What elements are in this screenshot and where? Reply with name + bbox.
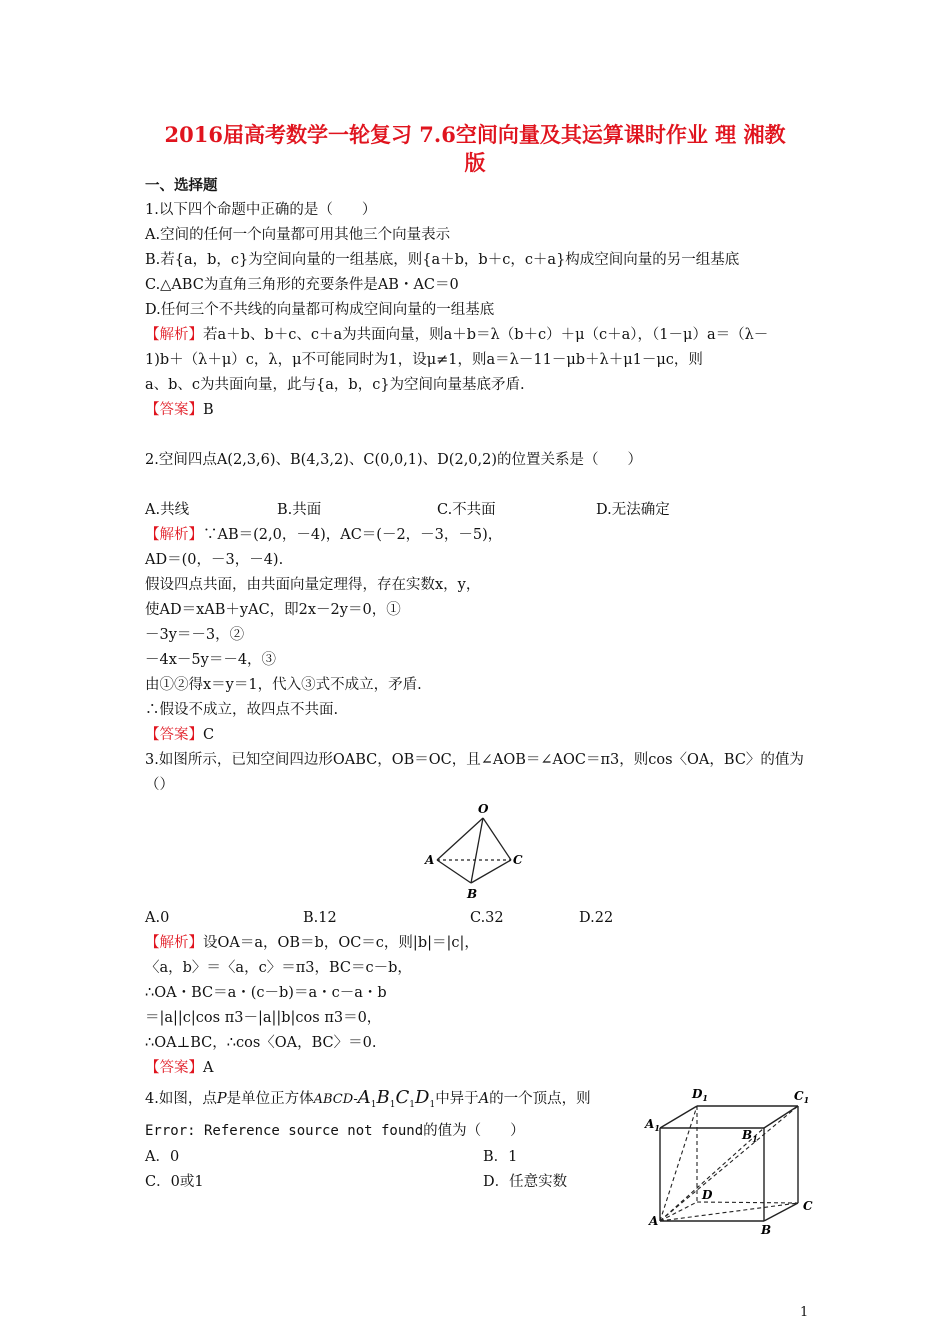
q4-stem-line-2-rest: 的值为（ ） (423, 1123, 525, 1139)
q4-sub-b: B (376, 1087, 390, 1108)
q4-stem-line-1 (145, 1088, 591, 1115)
q3-fig-label-b: B (467, 887, 478, 901)
q3-option-b: B.12 (303, 910, 337, 926)
q2-analysis-line-8: ∴假设不成立，故四点不共面. (145, 702, 339, 718)
q2-answer-value: C (203, 727, 215, 743)
page-number: 1 (800, 1305, 809, 1320)
q2-analysis-line-5: －3y＝－3，② (145, 627, 245, 643)
q3-fig-label-o: O (478, 802, 489, 816)
q4-stem-line-2 (145, 1121, 525, 1141)
q3-analysis-line-2: 〈a，b〉＝〈a，c〉＝π3，BC＝c－b， (145, 960, 412, 976)
answer-tag: 【答案】 (145, 402, 203, 418)
q3-fig-label-a: A (425, 853, 435, 867)
q4-fig-label-c: C (803, 1199, 813, 1213)
q3-stem-line-1: 3.如图所示，已知空间四边形OABC，OB＝OC，且∠AOB＝∠AOC＝π3，则cos〈OA，BC〉的值为 (145, 752, 804, 768)
q4-sub-1c: 1 (409, 1099, 416, 1110)
q1-analysis-line-1 (145, 325, 768, 345)
q4-cube-name: ABCD- (313, 1092, 358, 1107)
analysis-tag: 【解析】 (145, 527, 203, 543)
section-heading: 一、选择题 (145, 177, 218, 194)
title-line-2: 版 (464, 150, 486, 175)
q3-stem-line-2: （） (145, 777, 174, 793)
q3-analysis-line-3: ∴OA・BC＝a・(c－b)＝a・c－a・b (145, 985, 387, 1001)
q2-stem: 2.空间四点A(2,3,6)、B(4,3,2)、C(0,0,1)、D(2,0,2)的位置关系是（ ） (145, 452, 643, 468)
q2-analysis-line-1 (145, 525, 502, 545)
q4-fig-label-a1: $A_1$ (645, 1117, 660, 1133)
q4-fig-label-d1: $D_1$ (692, 1087, 708, 1103)
q3-option-d: D.22 (579, 910, 614, 926)
q4-sub-1a: 1 (370, 1099, 377, 1110)
q4-stem-part-b: 是单位正方体 (226, 1091, 314, 1107)
q3-fig-label-c: C (513, 853, 523, 867)
q3-option-c: C.32 (470, 910, 504, 926)
q2-analysis-line-3: 假设四点共面，由共面向量定理得，存在实数x，y， (145, 577, 481, 593)
q4-sub-1b: 1 (389, 1099, 396, 1110)
analysis-tag: 【解析】 (145, 935, 203, 951)
answer-tag: 【答案】 (145, 1060, 203, 1076)
q4-option-c: C．0或1 (145, 1174, 204, 1190)
q4-option-a: A．0 (145, 1149, 180, 1165)
q4-sub-c: C (395, 1087, 410, 1108)
q3-answer-value: A (203, 1060, 214, 1076)
q1-analysis-line-2: 1)b＋（λ＋μ）c，λ，μ不可能同时为1，设μ≠1，则a＝λ－11－μb＋λ＋μ1－μc，则 (145, 352, 703, 368)
q2-analysis-line-2: AD＝(0，－3，－4). (145, 552, 284, 568)
q3-analysis-line-1 (145, 933, 479, 953)
q2-option-b: B.共面 (277, 502, 322, 518)
q4-cube-figure (640, 1080, 820, 1240)
q2-analysis-line-6: －4x－5y＝－4，③ (145, 652, 277, 668)
q4-fig-label-c1: $C_1$ (794, 1089, 810, 1105)
q4-sub-a: A (357, 1087, 371, 1108)
q1-answer-value: B (203, 402, 214, 418)
q2-option-d: D.无法确定 (596, 502, 670, 518)
q2-answer (145, 725, 214, 745)
q1-option-d: D.任何三个不共线的向量都可构成空间向量的一组基底 (145, 302, 495, 318)
q3-analysis-line-5: ∴OA⊥BC，∴cos〈OA，BC〉＝0. (145, 1035, 377, 1051)
q4-sub-d: D (415, 1087, 430, 1108)
q2-analysis-text-1: ∵AB＝(2,0，－4)，AC＝(－2，－3，－5)， (203, 527, 503, 543)
q1-option-c: C.△ABC为直角三角形的充要条件是AB・AC＝0 (145, 277, 459, 293)
q4-sub-1d: 1 (429, 1099, 436, 1110)
q3-analysis-text-1: 设OA＝a，OB＝b，OC＝c，则|b|＝|c|， (203, 935, 479, 951)
q4-stem-part-c: 中异于 (435, 1091, 479, 1107)
q4-option-b: B．1 (483, 1149, 518, 1165)
q4-stem-part-a: 4.如图，点 (145, 1091, 217, 1107)
q1-option-a: A.空间的任何一个向量都可用其他三个向量表示 (145, 227, 451, 243)
q4-point-a: A (478, 1091, 490, 1107)
q3-tetrahedron-figure (420, 798, 530, 902)
q1-stem: 1.以下四个命题中正确的是（ ） (145, 202, 377, 218)
q2-analysis-line-4: 使AD＝xAB＋yAC，即2x－2y＝0，① (145, 602, 401, 618)
q4-fig-label-a: A (649, 1214, 659, 1228)
q4-point-p: P (216, 1091, 227, 1107)
answer-tag: 【答案】 (145, 727, 203, 743)
q4-option-d: D．任意实数 (483, 1174, 568, 1190)
q4-stem-part-d: 的一个顶点，则 (489, 1091, 591, 1107)
title-line-1: 2016届高考数学一轮复习 7.6空间向量及其运算课时作业 理 湘教 (164, 122, 786, 147)
analysis-tag: 【解析】 (145, 327, 203, 343)
q4-fig-label-d: D (702, 1188, 713, 1202)
q3-answer (145, 1058, 213, 1078)
q3-option-a: A.0 (145, 910, 170, 926)
q4-reference-error: Error: Reference source not found (145, 1123, 424, 1139)
q2-option-a: A.共线 (145, 502, 190, 518)
q2-analysis-line-7: 由①②得x＝y＝1，代入③式不成立，矛盾. (145, 677, 422, 693)
q2-option-c: C.不共面 (437, 502, 496, 518)
q3-analysis-line-4: ＝|a||c|cos π3－|a||b|cos π3＝0， (145, 1010, 382, 1026)
q4-fig-label-b: B (761, 1223, 772, 1237)
q1-analysis-line-3: a、b、c为共面向量，此与{a，b，c}为空间向量基底矛盾. (145, 377, 525, 393)
q4-fig-label-b1: $B_1$ (742, 1128, 758, 1144)
q1-analysis-text-1: 若a＋b、b＋c、c＋a为共面向量，则a＋b＝λ（b＋c）＋μ（c＋a），（1－μ）a＝（λ－ (203, 327, 769, 343)
q1-answer (145, 400, 214, 420)
q1-option-b: B.若{a，b，c}为空间向量的一组基底，则{a＋b，b＋c，c＋a}构成空间向量的另一组基底 (145, 252, 740, 268)
